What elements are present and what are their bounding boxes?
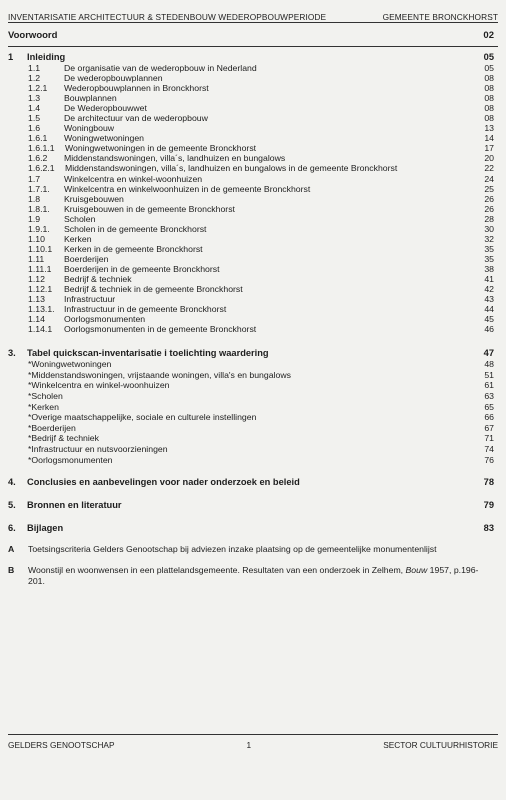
entry-page: 45 [484, 314, 494, 325]
section-number: 5. [8, 500, 16, 511]
entry-page: 61 [484, 380, 494, 391]
toc-entry [8, 214, 494, 224]
entry-title: Oorlogsmonumenten [64, 314, 146, 325]
entry-page: 38 [484, 263, 494, 274]
entry-number: 1.3 [28, 93, 41, 104]
appendix-letter: B [8, 565, 15, 576]
section-page: 83 [483, 523, 494, 534]
appendix-text: Toetsingscriteria Gelders Genootschap bij adviezen inzake plaatsing op de gemeentelijke monumentenlijst [28, 544, 437, 555]
voorwoord-label: Voorwoord [8, 30, 58, 41]
toc-entry [8, 314, 494, 324]
entry-number: 1.2 [28, 73, 41, 84]
entry-page: 41 [484, 273, 494, 284]
entry-title: Kerken in de gemeente Bronckhorst [64, 243, 203, 254]
entry-number: 1.7 [28, 173, 41, 184]
entry-page: 63 [484, 391, 494, 402]
page-header [8, 8, 498, 23]
appendix-text-part: Woonstijl en woonwensen in een plattelandsgemeente. Resultaten van een onderzoek in Zelhem, [28, 565, 406, 576]
toc-entry [8, 324, 494, 334]
toc-entry [8, 254, 494, 264]
entry-title: Woningwetwoningen in de gemeente Bronckhorst [65, 143, 257, 154]
entry-title: Boerderijen in de gemeente Bronckhorst [64, 263, 220, 274]
entry-title: *Bedrijf & techniek [28, 433, 99, 444]
entry-title: De wederopbouwplannen [64, 73, 163, 84]
toc-entry [8, 284, 494, 294]
toc-section-1 [8, 52, 494, 63]
entry-title: *Infrastructuur en nutsvoorzieningen [28, 444, 168, 455]
entry-title: Infrastructuur [64, 294, 116, 305]
toc-entry [8, 234, 494, 244]
toc-entry [8, 103, 494, 113]
entry-page: 24 [484, 173, 494, 184]
entry-page: 25 [484, 183, 494, 194]
entry-number: 1.6 [28, 123, 41, 134]
appendix-text [28, 565, 494, 587]
toc-entry [8, 204, 494, 214]
toc-entry [8, 83, 494, 93]
toc-entry [8, 174, 494, 184]
toc-entry [8, 224, 494, 234]
entry-title: Winkelcentra en winkelwoonhuizen in de gemeente Bronckhorst [64, 183, 311, 194]
entry-title: Wederopbouwplannen in Bronckhorst [64, 83, 209, 94]
entry-page: 46 [484, 324, 494, 335]
toc-voorwoord [8, 30, 494, 44]
entry-number: 1.8 [28, 193, 41, 204]
section-page: 78 [483, 477, 494, 488]
footer-page-number: 1 [246, 740, 252, 750]
entry-page: 08 [484, 93, 494, 104]
toc-entry [8, 184, 494, 194]
footer-right: SECTOR CULTUURHISTORIE [383, 740, 498, 750]
entry-page: 26 [484, 193, 494, 204]
entry-page: 35 [484, 243, 494, 254]
entry-page: 71 [484, 433, 494, 444]
toc-entry [8, 153, 494, 163]
entry-number: 1.5 [28, 113, 41, 124]
entry-number: 1.11 [28, 253, 45, 264]
section-page: 05 [483, 52, 494, 62]
entry-number: 1.6.1.1 [28, 143, 55, 154]
header-right: GEMEENTE BRONCKHORST [382, 12, 498, 22]
entry-number: 1.12 [28, 273, 45, 284]
table-of-contents [8, 52, 494, 587]
toc-entry [8, 264, 494, 274]
entry-page: 08 [484, 113, 494, 124]
toc-entry [8, 163, 494, 173]
entry-number: 1.6.2.1 [28, 163, 55, 174]
entry-title: *Woningwetwoningen [28, 359, 112, 370]
toc-section-5 [8, 500, 494, 511]
entry-page: 08 [484, 73, 494, 84]
entry-page: 28 [484, 213, 494, 224]
entry-title: *Overige maatschappelijke, sociale en culturele instellingen [28, 412, 257, 423]
entry-title: Kerken [64, 233, 92, 244]
entry-page: 05 [484, 63, 494, 73]
entry-title: Middenstandswoningen, villa´s, landhuizen en bungalows [64, 153, 286, 164]
toc-entry [8, 423, 494, 434]
section-page: 79 [483, 500, 494, 511]
entry-page: 74 [484, 444, 494, 455]
toc-entry [8, 455, 494, 466]
toc-entry [8, 380, 494, 391]
entry-title: Kruisgebouwen in de gemeente Bronckhorst [64, 203, 235, 214]
entry-page: 20 [484, 153, 494, 164]
entry-title: Infrastructuur in de gemeente Bronckhorst [64, 304, 227, 315]
entry-title: De Wederopbouwwet [64, 103, 147, 114]
entry-page: 66 [484, 412, 494, 423]
divider [8, 46, 498, 47]
section-number: 4. [8, 477, 16, 488]
entry-number: 1.10.1 [28, 243, 53, 254]
section-number: 1 [8, 52, 14, 62]
entry-page: 43 [484, 294, 494, 305]
appendix-text-part: 1957, p.196-201. [28, 565, 479, 587]
divider [8, 734, 498, 735]
entry-title: Bedrijf & techniek in de gemeente Bronckhorst [64, 284, 243, 295]
entry-number: 1.13 [28, 294, 45, 305]
toc-entry [8, 444, 494, 455]
entry-page: 35 [484, 253, 494, 264]
appendix-letter: A [8, 544, 15, 555]
toc-entry [8, 304, 494, 314]
section-3-entries [8, 359, 494, 465]
entry-number: 1.14.1 [28, 324, 53, 335]
entry-page: 22 [484, 163, 494, 174]
entry-page: 42 [484, 284, 494, 295]
entry-number: 1.6.2 [28, 153, 48, 164]
appendix-journal-title: Bouw [405, 565, 428, 576]
toc-section-3 [8, 348, 494, 359]
toc-section-6 [8, 523, 494, 534]
section-page: 47 [483, 348, 494, 359]
section-1-entries [8, 63, 494, 334]
section-title: Conclusies en aanbevelingen voor nader onderzoek en beleid [27, 477, 300, 488]
entry-page: 26 [484, 203, 494, 214]
entry-page: 65 [484, 401, 494, 412]
entry-page: 13 [484, 123, 494, 134]
section-number: 6. [8, 523, 16, 534]
page-footer [8, 736, 498, 750]
entry-title: Kruisgebouwen [64, 193, 124, 204]
entry-title: Middenstandswoningen, villa´s, landhuizen en bungalows in de gemeente Bronckhorst [65, 163, 398, 174]
entry-title: *Scholen [28, 391, 63, 402]
entry-number: 1.8.1. [28, 203, 50, 214]
entry-page: 44 [484, 304, 494, 315]
section-title: Bijlagen [27, 523, 64, 534]
entry-number: 1.12.1 [28, 284, 53, 295]
entry-page: 08 [484, 103, 494, 114]
section-title: Tabel quickscan-inventarisatie i toelichting waardering [27, 348, 269, 359]
entry-title: Oorlogsmonumenten in de gemeente Bronckhorst [64, 324, 257, 335]
entry-number: 1.10 [28, 233, 45, 244]
entry-page: 76 [484, 454, 494, 465]
entry-page: 17 [484, 143, 494, 154]
toc-entry [8, 143, 494, 153]
entry-page: 32 [484, 233, 494, 244]
toc-entry [8, 244, 494, 254]
appendix-b [8, 565, 494, 587]
section-title: Inleiding [27, 52, 66, 62]
toc-entry [8, 73, 494, 83]
entry-title: *Boerderijen [28, 422, 76, 433]
toc-entry [8, 433, 494, 444]
entry-page: 48 [484, 359, 494, 370]
entry-title: Scholen [64, 213, 96, 224]
appendix-a [8, 544, 494, 555]
entry-page: 51 [484, 369, 494, 380]
entry-number: 1.11.1 [28, 263, 52, 274]
entry-title: *Oorlogsmonumenten [28, 454, 113, 465]
entry-title: Bouwplannen [64, 93, 117, 104]
entry-title: Boerderijen [64, 253, 109, 264]
entry-title: Woningbouw [64, 123, 115, 134]
entry-title: De organisatie van de wederopbouw in Nederland [64, 63, 257, 73]
toc-section-4 [8, 477, 494, 488]
header-left: INVENTARISATIE ARCHITECTUUR & STEDENBOUW WEDEROPBOUWPERIODE [8, 12, 327, 22]
toc-entry [8, 123, 494, 133]
entry-page: 14 [484, 133, 494, 144]
toc-entry [8, 412, 494, 423]
entry-title: Bedrijf & techniek [64, 273, 132, 284]
voorwoord-page: 02 [483, 30, 494, 41]
entry-number: 1.4 [28, 103, 41, 114]
toc-entry [8, 402, 494, 413]
entry-number: 1.14 [28, 314, 45, 325]
section-title: Bronnen en literatuur [27, 500, 122, 511]
toc-entry [8, 133, 494, 143]
footer-left: GELDERS GENOOTSCHAP [8, 740, 115, 750]
entry-title: Scholen in de gemeente Bronckhorst [64, 223, 207, 234]
entry-number: 1.6.1 [28, 133, 48, 144]
entry-number: 1.2.1 [28, 83, 48, 94]
entry-number: 1.7.1. [28, 183, 50, 194]
toc-entry [8, 93, 494, 103]
toc-entry [8, 294, 494, 304]
entry-title: *Middenstandswoningen, vrijstaande woningen, villa's en bungalows [28, 369, 291, 380]
toc-entry [8, 274, 494, 284]
toc-entry [8, 391, 494, 402]
toc-entry [8, 194, 494, 204]
entry-number: 1.9.1. [28, 223, 50, 234]
entry-page: 08 [484, 83, 494, 94]
entry-page: 30 [484, 223, 494, 234]
toc-entry [8, 113, 494, 123]
toc-entry [8, 63, 494, 73]
entry-page: 67 [484, 422, 494, 433]
toc-entry [8, 359, 494, 370]
entry-title: *Kerken [28, 401, 59, 412]
entry-title: Woningwetwoningen [64, 133, 145, 144]
entry-number: 1.9 [28, 213, 41, 224]
entry-number: 1.1 [28, 63, 41, 73]
entry-title: *Winkelcentra en winkel-woonhuizen [28, 380, 170, 391]
entry-number: 1.13.1. [28, 304, 55, 315]
entry-title: De architectuur van de wederopbouw [64, 113, 208, 124]
section-number: 3. [8, 348, 16, 359]
toc-entry [8, 370, 494, 381]
entry-title: Winkelcentra en winkel-woonhuizen [64, 173, 203, 184]
